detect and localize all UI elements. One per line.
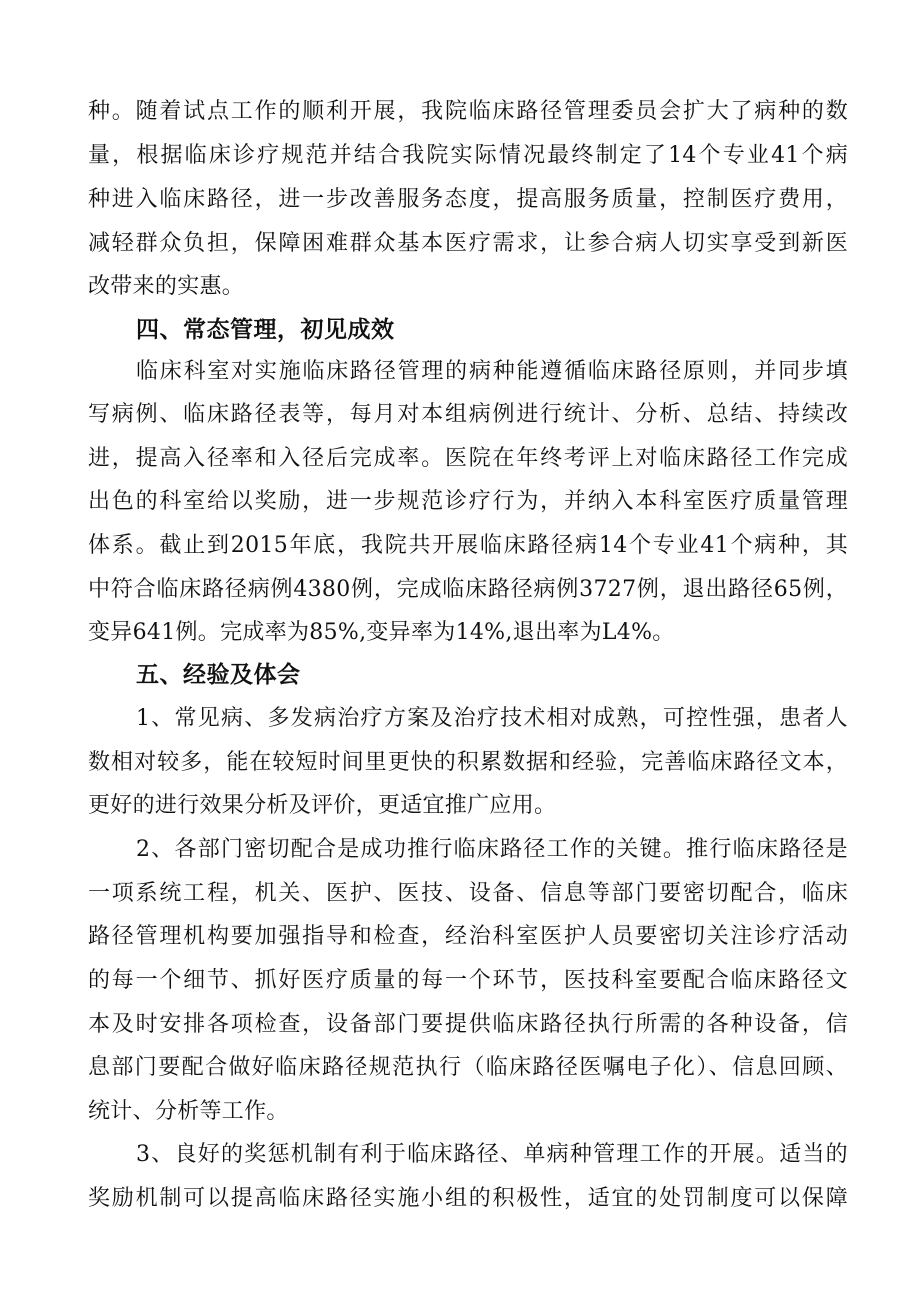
paragraph-4-line-7: 统计、分析等工作。 — [88, 1099, 289, 1124]
paragraph-3-line-1: 1、常见病、多发病治疗方案及治疗技术相对成熟，可控性强，患者人 — [136, 706, 848, 731]
paragraph-2-line-7: 变异641例。完成率为85%,变异率为14%,退出率为L4%。 — [88, 620, 675, 645]
paragraph-2-line-6: 中符合临床路径病例4380例，完成临床路径病例3727例，退出路径65例， — [88, 577, 848, 602]
paragraph-2-line-3: 进，提高入径率和入径后完成率。医院在年终考评上对临床路径工作完成 — [88, 446, 848, 471]
paragraph-1-line-3: 种进入临床路径，进一步改善服务态度，提高服务质量，控制医疗费用， — [88, 187, 848, 212]
paragraph-1-line-4: 减轻群众负担，保障困难群众基本医疗需求，让参合病人切实享受到新医 — [88, 231, 848, 256]
paragraph-4-line-2: 一项系统工程，机关、医护、医技、设备、信息等部门要密切配合，临床 — [88, 881, 848, 906]
paragraph-1-line-1: 种。随着试点工作的顺利开展，我院临床路径管理委员会扩大了病种的数 — [88, 99, 848, 124]
paragraph-1-line-2: 量，根据临床诊疗规范并结合我院实际情况最终制定了14个专业41个病 — [88, 143, 848, 168]
paragraph-2-line-1: 临床科室对实施临床路径管理的病种能遵循临床路径原则，并同步填 — [136, 359, 848, 384]
paragraph-4-line-5: 本及时安排各项检查，设备部门要提供临床路径执行所需的各种设备，信 — [88, 1012, 848, 1037]
paragraph-4-line-4: 的每一个细节、抓好医疗质量的每一个环节，医技科室要配合临床路径文 — [88, 968, 848, 993]
paragraph-2-line-4: 出色的科室给以奖励，进一步规范诊疗行为，并纳入本科室医疗质量管理 — [88, 489, 848, 514]
paragraph-3-line-3: 更好的进行效果分析及评价，更适宜推广应用。 — [88, 793, 557, 818]
paragraph-2-line-2: 写病例、临床路径表等，每月对本组病例进行统计、分析、总结、持续改 — [88, 402, 848, 427]
paragraph-1-line-5: 改带来的实惠。 — [88, 274, 245, 299]
paragraph-5-line-1: 3、良好的奖惩机制有利于临床路径、单病种管理工作的开展。适当的 — [136, 1142, 848, 1167]
section-heading-4: 四、常态管理，初见成效 — [136, 317, 395, 343]
paragraph-4-line-3: 路径管理机构要加强指导和检查，经治科室医护人员要密切关注诊疗活动 — [88, 924, 848, 949]
paragraph-4-line-6: 息部门要配合做好临床路径规范执行（临床路径医嘱电子化）、信息回顾、 — [88, 1055, 848, 1080]
section-heading-5: 五、经验及体会 — [136, 662, 301, 688]
paragraph-2-line-5: 体系。截止到2015年底，我院共开展临床路径病14个专业41个病种，其 — [88, 533, 848, 558]
paragraph-3-line-2: 数相对较多，能在较短时间里更快的积累数据和经验，完善临床路径文本， — [88, 750, 848, 775]
paragraph-4-line-1: 2、各部门密切配合是成功推行临床路径工作的关键。推行临床路径是 — [136, 837, 848, 862]
paragraph-5-line-2: 奖励机制可以提高临床路径实施小组的积极性，适宜的处罚制度可以保障 — [88, 1186, 848, 1211]
